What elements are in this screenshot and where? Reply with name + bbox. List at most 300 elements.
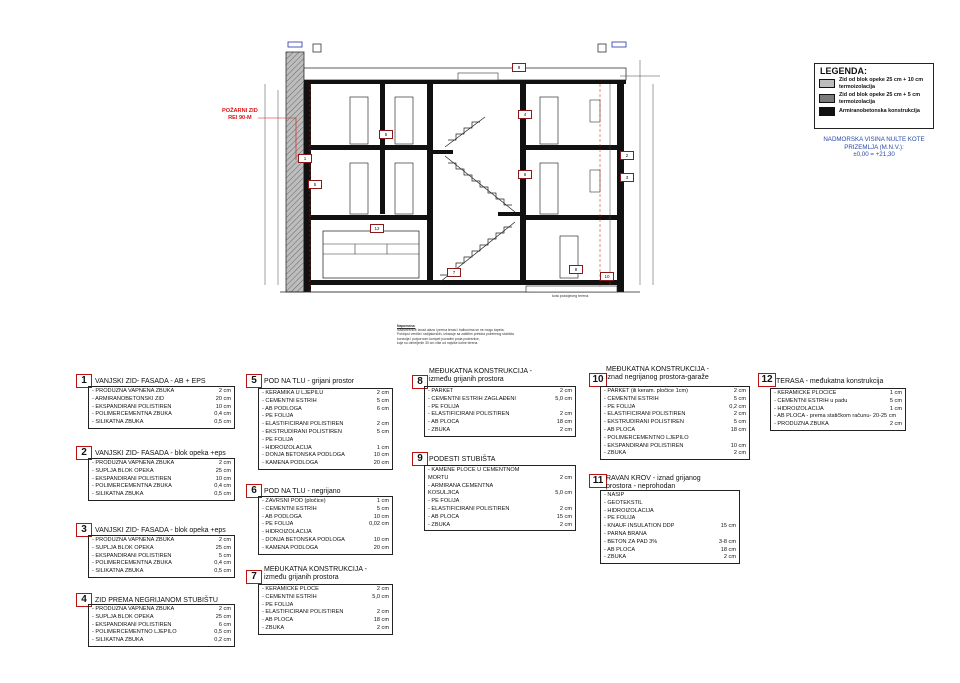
spec-layer-row [428, 467, 572, 475]
drawing-tag: 8 [569, 265, 583, 274]
spec-title-line: RAVAN KROV - iznad grijanog [606, 475, 701, 482]
layer-thickness: 0,2 cm [214, 637, 231, 644]
layer-thickness: 18 cm [556, 419, 572, 426]
spec-layer-row [92, 411, 231, 419]
elevation-line: PRIZEMLJA (M.N.V.): [844, 143, 904, 151]
spec-layer-row [428, 419, 572, 427]
spec-layer-row [262, 586, 389, 594]
spec-layer-row [774, 398, 902, 406]
layer-material: - PE FOLIJA [604, 515, 636, 522]
note-line: konzolja i potpornom kompet pozadini poda podesnice, [397, 336, 480, 341]
ground-label: kota postojećeg terena [552, 294, 589, 298]
layer-thickness: 0,4 cm [214, 483, 231, 490]
layer-thickness: 2 cm [376, 390, 389, 396]
legend [814, 63, 934, 129]
layer-thickness: 2 cm [723, 554, 736, 561]
spec-title [429, 368, 532, 384]
legend-label: Armiranobetonska konstrukcija [839, 108, 920, 115]
layer-thickness: 20 cm [215, 395, 231, 402]
layer-thickness [568, 498, 572, 506]
layer-material: - SILIKATNA ŽBUKA [92, 568, 144, 575]
layer-material: - SILIKATNA ŽBUKA [92, 491, 144, 498]
spec-layer-row [262, 421, 389, 429]
spec-layer-row [604, 443, 746, 451]
layer-material: - HIDROIZOLACIJA [262, 444, 312, 451]
spec-title [264, 566, 367, 582]
spec-layer-row [428, 388, 572, 396]
spec-number: 5 [246, 374, 262, 388]
layer-material: - ZAVRŠNI POD (pločice) [262, 498, 326, 504]
layer-material: - AB PLOČA [604, 426, 636, 433]
layer-material: - KNAUF INSULATION DDP [604, 523, 675, 530]
layer-material: - POLIMERCEMENTNA ŽBUKA [92, 483, 172, 490]
layer-thickness: 2 cm [559, 474, 572, 481]
spec-layer-row [92, 629, 231, 637]
elevation-line: NADMORSKA VISINA NULTE KOTE [823, 136, 925, 143]
layer-material: - EKSPANDIRANI POLISTIREN [92, 475, 172, 482]
spec-layer-row [428, 522, 572, 530]
layer-material: - ELASTIFICIRANI POLISTIREN [262, 421, 344, 428]
spec-number: 4 [76, 593, 92, 607]
spec-layer-row [604, 450, 746, 458]
spec-title [429, 456, 495, 464]
layer-thickness: 2 cm [218, 537, 231, 543]
spec-title-line: MEĐUKATNA KONSTRUKCIJA - [264, 566, 367, 573]
layer-material: - ARMIRANOBETONSKI ZID [92, 395, 165, 402]
layer-thickness [898, 413, 902, 421]
layer-material: - ŠUPLJA BLOK OPEKA [92, 467, 154, 474]
spec-layer-row [428, 514, 572, 522]
spec-title-line: VANJSKI ZID- FASADA - blok opeka +eps [95, 450, 226, 457]
layer-thickness: 10 cm [373, 513, 389, 520]
note-line: Poklopci ventila i radijatorskih, izbacuje sa zaštitim pretoka potrebnog stubišta [397, 332, 514, 337]
layer-thickness: 2 cm [559, 505, 572, 512]
spec-layer-row [604, 411, 746, 419]
fire-wall [286, 52, 304, 292]
garage-door [323, 231, 419, 278]
layer-material: - PRODUŽNA ŽBUKA [774, 421, 829, 428]
spec-layer-row [92, 388, 231, 396]
spec-layers [424, 465, 576, 531]
layer-material: - ARMIRANA CEMENTNA [428, 482, 494, 489]
spec-layer-row [604, 531, 736, 539]
layer-material: - PRODUŽNA VAPNENA ŽBUKA [92, 388, 175, 394]
layer-material: - KERAMIČKE PLOČICE [774, 390, 837, 396]
spec-layers [88, 458, 235, 501]
layer-material: - EKSPANDIRANI POLISTIREN [92, 552, 172, 559]
spec-title [606, 475, 701, 491]
layer-thickness [568, 483, 572, 491]
layer-thickness: 20 cm [373, 544, 389, 551]
slab-first-right [525, 145, 624, 150]
legend-title: LEGENDA: [820, 66, 867, 76]
layer-material: - EKSPANDIRANI POLISTIREN [604, 442, 684, 449]
spec-layer-row [604, 492, 736, 500]
spec-number: 10 [589, 373, 607, 387]
layer-thickness: 0,02 cm [369, 521, 389, 528]
spec-layer-row [262, 429, 389, 437]
window-right-2 [590, 170, 600, 192]
slab-ground-right [525, 215, 624, 220]
layer-thickness: 20 cm [373, 460, 389, 467]
layer-material: KOŠULJICA [428, 490, 460, 497]
layer-thickness: 5 cm [889, 397, 902, 404]
chimney-left [313, 44, 321, 52]
layer-material: - ELASTIFICIRANI POLISTIREN [428, 411, 510, 418]
layer-thickness: 2 cm [218, 388, 231, 394]
layer-thickness: 5 cm [218, 552, 231, 559]
spec-layer-row [92, 622, 231, 630]
spec-layer-row [92, 468, 231, 476]
spec-number: 8 [412, 375, 428, 389]
layer-thickness: 15 cm [720, 523, 736, 530]
slab-first-left [304, 145, 432, 150]
layer-material: - CEMENTNI ESTRIH [262, 397, 317, 404]
spec-layer-row [262, 398, 389, 406]
spec-layer-row [92, 419, 231, 427]
spec-title [95, 378, 206, 386]
layer-material: - AB PODLOGA [262, 405, 302, 412]
spec-title-line: VANJSKI ZID- FASADA - AB + EPS [95, 378, 206, 385]
layer-material: - ELASTIFICIRANI POLISTIREN [428, 505, 510, 512]
spec-title-line: između grijanih prostora [264, 574, 339, 581]
spec-layer-row [604, 500, 736, 508]
note-title: Napomena: [397, 324, 416, 328]
spec-layer-row [262, 617, 389, 625]
layer-thickness [732, 492, 736, 500]
drawing-tag: 7 [447, 268, 461, 277]
layer-material: - GEOTEKSTIL [604, 499, 643, 506]
spec-layer-row [604, 547, 736, 555]
spec-layers [600, 386, 750, 460]
spec-layer-row [262, 529, 389, 537]
layer-material: - CEMENTNI ESTRIH ZAGLAĐENI [428, 395, 516, 402]
layer-thickness: 0,5 cm [214, 419, 231, 426]
layer-material: - EKSTRUDIRANI POLISTIREN [604, 419, 684, 426]
spec-number: 1 [76, 374, 92, 388]
legend-swatch [819, 94, 835, 103]
terrace-base [526, 286, 617, 292]
layer-thickness: 2 cm [376, 624, 389, 631]
layer-material: - ŽBUKA [428, 426, 451, 433]
layer-material: - ŽBUKA [604, 554, 627, 561]
layer-material: - PRODUŽNA VAPNENA ŽBUKA [92, 460, 175, 466]
spec-title [264, 488, 341, 496]
spec-title-line: POD NA TLU - negrijano [264, 488, 341, 495]
spec-layer-row [604, 515, 736, 523]
spec-title-line: POD NA TLU - grijani prostor [264, 378, 355, 385]
spec-layer-row [262, 406, 389, 414]
spec-layer-row [92, 537, 231, 545]
spec-layer-row [92, 553, 231, 561]
layer-material: - PARKET [428, 388, 454, 394]
layer-material: - ŽBUKA [262, 624, 285, 631]
spec-number: 2 [76, 446, 92, 460]
inner-wall-a [380, 84, 385, 214]
layer-material: MORTU [428, 474, 449, 481]
spec-title-line: između grijanih prostora [429, 376, 504, 383]
spec-number: 11 [589, 474, 607, 488]
fire-wall-rating: REI 90-M [228, 114, 252, 121]
spec-layer-row [604, 508, 736, 516]
note-line: koje su otmeljenih 30 cm više od najviše kotne terena. [397, 340, 479, 345]
layer-thickness: 0,4 cm [214, 560, 231, 567]
spec-layer-row [92, 460, 231, 468]
spec-layer-row [604, 435, 746, 443]
layer-material: - KAMENA PODLOGA [262, 460, 318, 467]
layer-thickness [568, 404, 572, 412]
level-marker-left [288, 42, 302, 47]
spec-layer-row [774, 421, 902, 429]
door-3 [350, 163, 368, 214]
stair-wall-left [427, 84, 433, 284]
spec-title-line: ZID PREMA NEGRIJANOM STUBIŠTU [95, 597, 218, 604]
spec-layer-row [262, 460, 389, 468]
spec-layer-row [262, 521, 389, 529]
layer-material: - PE FOLIJA [428, 498, 460, 505]
layer-material: - SILIKATNA ŽBUKA [92, 419, 144, 426]
layer-material: - ELASTIFICIRANI POLISTIREN [262, 609, 344, 616]
layer-material: - EKSTRUDIRANI POLISTIREN [262, 428, 342, 435]
layer-thickness: 1 cm [889, 405, 902, 412]
layer-material: - PRODUŽNA VAPNENA ŽBUKA [92, 606, 175, 612]
layer-thickness: 15 cm [556, 513, 572, 520]
legend-label: Zid od blok opeke 25 cm + 10 cm termoizolacija [839, 77, 924, 90]
spec-number: 7 [246, 570, 262, 584]
layer-thickness: 5,0 cm [372, 593, 389, 600]
spec-title [95, 527, 226, 535]
spec-layer-row [262, 498, 389, 506]
layer-material: - ŠUPLJA BLOK OPEKA [92, 613, 154, 620]
layer-material: - AB PLOČA - prema statičkom računu- 20-25 cm [774, 413, 897, 420]
staircase [440, 117, 515, 282]
spec-title-line: VANJSKI ZID- FASADA - blok opeka +eps [95, 527, 226, 534]
layer-thickness: 10 cm [373, 536, 389, 543]
spec-title-line: MEĐUKATNA KONSTRUKCIJA - [606, 366, 709, 373]
layer-material: - PE FOLIJA [262, 601, 294, 608]
layer-thickness: 3-8 cm [718, 538, 736, 545]
spec-layer-row [262, 506, 389, 514]
drawing-note [397, 324, 514, 345]
layer-thickness [732, 500, 736, 508]
layer-material: - PE FOLIJA [262, 521, 294, 528]
drawing-tag: 10 [600, 272, 614, 281]
layer-thickness: 2 cm [559, 521, 572, 528]
spec-layer-row [92, 545, 231, 553]
spec-layer-row [604, 388, 746, 396]
level-marker-right [612, 42, 626, 47]
layer-material: - PE FOLIJA [262, 413, 294, 420]
spec-layer-row [428, 427, 572, 435]
roof-skylight [458, 73, 498, 80]
layer-material: - PE FOLIJA [262, 436, 294, 443]
spec-title [264, 378, 354, 386]
spec-layer-row [262, 545, 389, 553]
layer-thickness [385, 602, 389, 610]
legend-item [815, 77, 933, 90]
layer-thickness: 5,0 cm [555, 395, 572, 402]
legend-label: Zid od blok opeke 25 cm + 5 cm termoizolacija [839, 92, 921, 105]
spec-number: 12 [758, 373, 776, 387]
layer-thickness [732, 515, 736, 523]
spec-layer-row [262, 537, 389, 545]
layer-thickness: 2 cm [733, 411, 746, 418]
layer-material: - PE FOLIJA [604, 403, 636, 410]
layer-thickness: 2 cm [559, 426, 572, 433]
layer-material: - HIDROIZOLACIJA [262, 529, 312, 536]
spec-layer-row [604, 523, 736, 531]
spec-title-line: TERASA - međukatna konstrukcija [776, 378, 884, 385]
legend-item [815, 92, 933, 105]
layer-thickness: 5,0 cm [555, 490, 572, 497]
spec-number: 6 [246, 484, 262, 498]
spec-layer-row [604, 539, 736, 547]
layer-material: - PRODUŽNA VAPNENA ŽBUKA [92, 537, 175, 543]
spec-layers [424, 386, 576, 437]
layer-material: - KAMENA PODLOGA [262, 544, 318, 551]
spec-layer-row [774, 390, 902, 398]
spec-layer-row [92, 606, 231, 614]
layer-thickness: 5 cm [733, 395, 746, 402]
layer-thickness: 5 cm [376, 428, 389, 435]
legend-swatch [819, 79, 835, 88]
layer-material: - CEMENTNI ESTRIH [262, 593, 317, 600]
spec-layer-row [604, 419, 746, 427]
door-2 [395, 97, 413, 144]
layer-material: - HIDROIZOLACIJA [774, 405, 824, 412]
layer-thickness: 6 cm [218, 621, 231, 628]
layer-thickness: 1 cm [376, 444, 389, 451]
layer-thickness [732, 531, 736, 539]
spec-layer-row [262, 602, 389, 610]
spec-layer-row [604, 404, 746, 412]
spec-number: 3 [76, 523, 92, 537]
layer-thickness: 18 cm [373, 617, 389, 624]
spec-title [95, 450, 226, 458]
spec-layers [88, 535, 235, 578]
drawing-tag: 2 [620, 151, 634, 160]
roof-slab [304, 80, 626, 84]
layer-thickness: 2 cm [733, 388, 746, 394]
layer-material: - PARKET (ili keram. pločice 1cm) [604, 388, 689, 394]
spec-layers [258, 388, 393, 470]
layer-thickness: 10 cm [215, 403, 231, 410]
layer-material: - AB PODLOGA [262, 513, 302, 520]
spec-layer-row [428, 396, 572, 404]
layer-material: - EKSPANDIRANI POLISTIREN [92, 403, 172, 410]
layer-material: - ŽBUKA [428, 521, 451, 528]
spec-layer-row [774, 406, 902, 414]
spec-layers [770, 388, 906, 431]
layer-material: - KERAMIČKE PLOČE [262, 586, 319, 592]
layer-thickness: 0,5 cm [214, 568, 231, 575]
spec-title [776, 378, 883, 386]
spec-layer-row [262, 452, 389, 460]
outer-wall-right [617, 84, 624, 292]
spec-layer-row [92, 396, 231, 404]
spec-layer-row [428, 483, 572, 491]
layer-thickness: 5 cm [376, 397, 389, 404]
layer-material: - PE FOLIJA [428, 403, 460, 410]
stair-landing-1 [498, 212, 520, 216]
drawing-tag: 4 [518, 110, 532, 119]
layer-material: - CEMENTNI ESTRIH [604, 395, 659, 402]
fire-wall-title: POŽARNI ZID [222, 108, 258, 114]
spec-layer-row [92, 637, 231, 645]
layer-thickness: 0,4 cm [214, 411, 231, 418]
layer-material: - POLIMERCEMENTNA ŽBUKA [92, 560, 172, 567]
layer-material: - CEMENTNI ESTRIH u padu [774, 397, 848, 404]
layer-thickness [568, 467, 572, 475]
layer-material: - NASIP [604, 492, 625, 498]
spec-layer-row [92, 476, 231, 484]
drawing-tag: 5 [379, 130, 393, 139]
spec-layer-row [604, 427, 746, 435]
spec-layer-row [262, 413, 389, 421]
layer-thickness: 2 cm [733, 450, 746, 457]
layer-material: - ELASTIFICIRANI POLISTIREN [604, 411, 686, 418]
layer-thickness: 5 cm [733, 419, 746, 426]
layer-thickness: 10 cm [373, 452, 389, 459]
drawing-tag: 9 [512, 63, 526, 72]
spec-layer-row [92, 560, 231, 568]
slab-ground-left [304, 215, 432, 220]
spec-layers [258, 584, 393, 635]
layer-thickness: 25 cm [215, 544, 231, 551]
layer-thickness: 0,5 cm [214, 491, 231, 498]
spec-layer-row [262, 609, 389, 617]
layer-material: - POLIMERCEMENTNO LJEPILO [604, 434, 689, 441]
layer-thickness: 5 cm [376, 505, 389, 512]
layer-thickness: 25 cm [215, 467, 231, 474]
spec-layers [258, 496, 393, 555]
drawing-tag: 6 [518, 170, 532, 179]
layer-thickness: 1 cm [376, 498, 389, 504]
spec-layer-row [262, 445, 389, 453]
layer-material: - PARNA BRANA [604, 530, 647, 537]
layer-material: - POLIMERCEMENTNO LJEPILO [92, 629, 177, 636]
drawing-tag: 12 [370, 224, 384, 233]
spec-layer-row [428, 490, 572, 498]
layer-material: - DONJA BETONSKA PODLOGA [262, 536, 345, 543]
drawing-tag: 5 [308, 180, 322, 189]
spec-title-line: PODESTI STUBIŠTA [429, 456, 496, 463]
layer-material: - CEMENTNI ESTRIH [262, 505, 317, 512]
spec-layer-row [428, 404, 572, 412]
layer-material: - HIDROIZOLACIJA [604, 507, 654, 514]
layer-thickness: 0,5 cm [214, 629, 231, 636]
layer-thickness: 2 cm [559, 388, 572, 394]
layer-thickness: 25 cm [215, 613, 231, 620]
spec-layer-row [262, 514, 389, 522]
layer-material: - POLIMERCEMENTNA ŽBUKA [92, 411, 172, 418]
spec-layer-row [262, 625, 389, 633]
layer-material: - AB PLOČA [262, 617, 294, 624]
spec-layers [600, 490, 740, 564]
note-line: Nadstrešnice iznad ulaza i prema terasi i balkonima se ne mogu tapeta. [397, 328, 505, 333]
spec-title-line: prostora - neprohodan [606, 483, 676, 490]
spec-layer-row [604, 396, 746, 404]
elevation-value: ±0,00 = +21,30 [853, 151, 895, 159]
spec-layer-row [604, 554, 736, 562]
layer-thickness [385, 437, 389, 445]
layer-thickness: 0,2 cm [729, 403, 746, 410]
layer-thickness: 1 cm [889, 390, 902, 396]
layer-thickness: 2 cm [376, 421, 389, 428]
layer-thickness: 2 cm [218, 460, 231, 466]
spec-layer-row [428, 498, 572, 506]
drawing-tag: 3 [620, 173, 634, 182]
